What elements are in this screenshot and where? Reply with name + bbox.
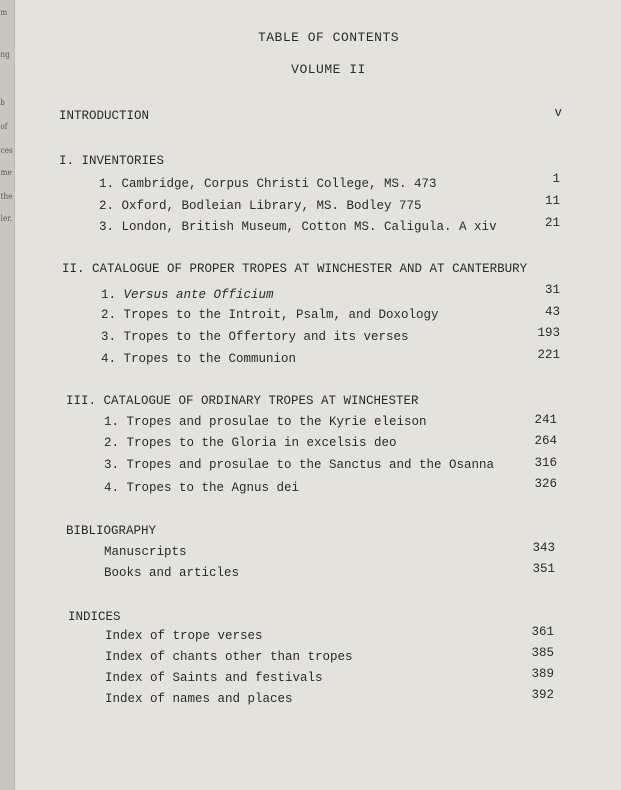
edge-fragment: of — [0, 122, 8, 131]
toc-page-number: v — [554, 106, 562, 120]
toc-entry-italic-title: Versus ante Officium — [123, 288, 274, 302]
toc-entry: 3. Tropes to the Offertory and its verses — [101, 330, 409, 344]
section-heading-proper-tropes: II. CATALOGUE OF PROPER TROPES AT WINCHESTER AND AT CANTERBURY — [62, 262, 528, 276]
section-heading-bibliography: BIBLIOGRAPHY — [66, 524, 157, 538]
toc-entry-number: 1. — [101, 288, 117, 302]
section-heading-indices: INDICES — [68, 610, 121, 624]
toc-page-number: 385 — [531, 646, 554, 660]
toc-page-number: 392 — [531, 688, 554, 702]
toc-entry: 1. Tropes and prosulae to the Kyrie eleison — [104, 415, 427, 429]
toc-entry: 2. Oxford, Bodleian Library, MS. Bodley 775 — [99, 199, 422, 213]
toc-entry: Index of Saints and festivals — [105, 671, 323, 685]
adjacent-page-edge — [0, 0, 15, 790]
toc-page-number: 11 — [544, 194, 560, 208]
toc-entry: 1. Cambridge, Corpus Christi College, MS. 473 — [99, 177, 437, 191]
toc-page-number: 264 — [534, 434, 557, 448]
toc-entry: 3. London, British Museum, Cotton MS. Caligula. A xiv — [99, 220, 497, 234]
toc-page-number: 241 — [534, 413, 557, 427]
edge-fragment: me — [0, 168, 12, 177]
toc-entry: Books and articles — [104, 566, 240, 580]
toc-entry — [101, 288, 274, 302]
page-title: TABLE OF CONTENTS — [257, 30, 400, 45]
toc-entry: 4. Tropes to the Communion — [101, 352, 297, 366]
edge-fragment: ces — [0, 146, 13, 155]
toc-page-number: 351 — [532, 562, 555, 576]
volume-heading: VOLUME II — [291, 62, 366, 77]
toc-entry: Index of trope verses — [105, 629, 263, 643]
edge-fragment: m — [0, 8, 8, 17]
toc-page-number: 31 — [544, 283, 560, 297]
edge-fragment: b — [0, 98, 5, 107]
toc-entry: 3. Tropes and prosulae to the Sanctus and the Osanna — [104, 458, 495, 472]
toc-page-number: 361 — [531, 625, 554, 639]
toc-page-number: 1 — [552, 172, 560, 186]
toc-entry: 4. Tropes to the Agnus dei — [104, 481, 300, 495]
edge-fragment: the — [0, 192, 13, 201]
toc-page-number: 193 — [537, 326, 560, 340]
toc-entry: 2. Tropes to the Introit, Psalm, and Doxology — [101, 308, 439, 322]
toc-entry: Manuscripts — [104, 545, 187, 559]
toc-page-number: 343 — [532, 541, 555, 555]
toc-page-number: 43 — [544, 305, 560, 319]
toc-entry: Index of chants other than tropes — [105, 650, 353, 664]
toc-page-number: 221 — [537, 348, 560, 362]
toc-page-number: 21 — [544, 216, 560, 230]
toc-page-number: 326 — [534, 477, 557, 491]
edge-fragment: ler. — [0, 214, 13, 223]
toc-entry: Index of names and places — [105, 692, 293, 706]
toc-entry: 2. Tropes to the Gloria in excelsis deo — [104, 436, 397, 450]
toc-entry-introduction: INTRODUCTION — [59, 109, 150, 123]
section-heading-ordinary-tropes: III. CATALOGUE OF ORDINARY TROPES AT WINCHESTER — [66, 394, 419, 408]
section-heading-inventories: I. INVENTORIES — [59, 154, 165, 168]
toc-page-number: 389 — [531, 667, 554, 681]
edge-fragment: ng — [0, 50, 10, 59]
toc-page-number: 316 — [534, 456, 557, 470]
